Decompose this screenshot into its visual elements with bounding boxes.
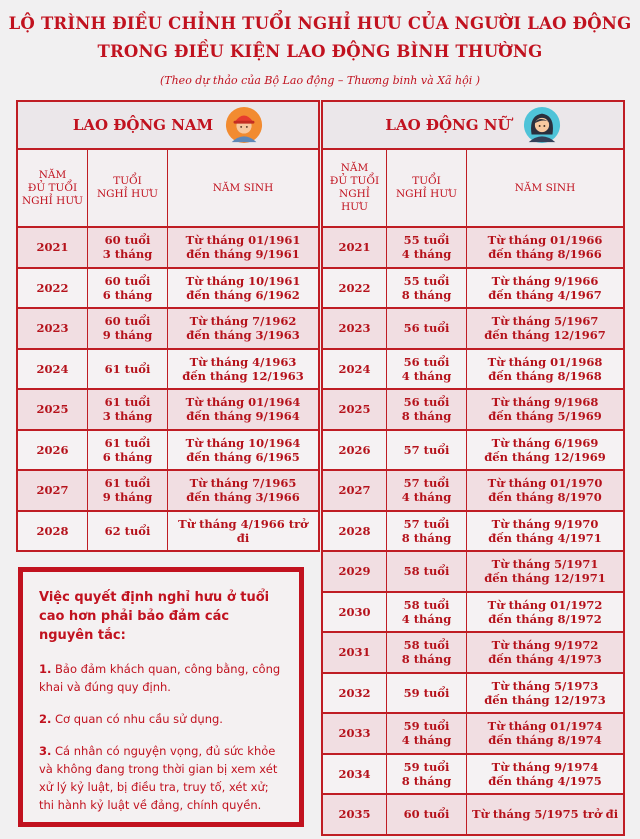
- col-header-birth: NĂM SINH: [212, 181, 274, 194]
- age-cell: 61 tuổi 9 tháng: [88, 471, 168, 510]
- table-row: [18, 228, 320, 269]
- birth-cell: Từ tháng 01/1964 đến tháng 9/1964: [168, 390, 318, 429]
- principle-number: 3.: [39, 744, 52, 758]
- birth-cell: Từ tháng 01/1970 đến tháng 8/1970: [467, 471, 623, 510]
- birth-cell: Từ tháng 4/1963 đến tháng 12/1963: [168, 350, 318, 389]
- age-cell: 59 tuổi 4 tháng: [387, 714, 467, 753]
- age-cell: 60 tuổi: [387, 795, 467, 834]
- age-cell: 59 tuổi 8 tháng: [387, 755, 467, 794]
- age-cell: 58 tuổi 4 tháng: [387, 593, 467, 632]
- year-cell: 2032: [323, 674, 387, 713]
- year-cell: 2023: [18, 309, 88, 348]
- age-cell: 60 tuổi 3 tháng: [88, 228, 168, 267]
- birth-cell: Từ tháng 9/1974 đến tháng 4/1975: [467, 755, 623, 794]
- year-cell: 2025: [18, 390, 88, 429]
- birth-cell: Từ tháng 10/1964 đến tháng 6/1965: [168, 431, 318, 470]
- table-row: [18, 512, 320, 553]
- principle-number: 1.: [39, 662, 52, 676]
- age-cell: 56 tuổi: [387, 309, 467, 348]
- table-row: [323, 431, 625, 472]
- principle-text: Cơ quan có nhu cầu sử dụng.: [51, 712, 223, 726]
- table-row: [323, 471, 625, 512]
- age-cell: 62 tuổi: [88, 512, 168, 551]
- birth-cell: Từ tháng 01/1972 đến tháng 8/1972: [467, 593, 623, 632]
- year-cell: 2027: [18, 471, 88, 510]
- age-cell: 55 tuổi 8 tháng: [387, 269, 467, 308]
- table-row: [323, 674, 625, 715]
- year-cell: 2028: [18, 512, 88, 551]
- birth-cell: Từ tháng 7/1965 đến tháng 3/1966: [168, 471, 318, 510]
- birth-cell: Từ tháng 01/1966 đến tháng 8/1966: [467, 228, 623, 267]
- birth-cell: Từ tháng 01/1968 đến tháng 8/1968: [467, 350, 623, 389]
- male-worker-avatar-icon: [225, 106, 263, 144]
- table-row: [18, 350, 320, 391]
- year-cell: 2024: [323, 350, 387, 389]
- age-cell: 58 tuổi 8 tháng: [387, 633, 467, 672]
- year-cell: 2024: [18, 350, 88, 389]
- col-header-year: NĂM ĐỦ TUỔI NGHỈ HƯU: [323, 150, 387, 226]
- age-cell: 61 tuổi 3 tháng: [88, 390, 168, 429]
- table-row: [323, 350, 625, 391]
- birth-cell: Từ tháng 9/1970 đến tháng 4/1971: [467, 512, 623, 551]
- table-row: [18, 309, 320, 350]
- male-panel-header: [16, 100, 320, 150]
- table-row: [323, 390, 625, 431]
- age-cell: 61 tuổi: [88, 350, 168, 389]
- age-cell: 57 tuổi: [387, 431, 467, 470]
- table-row: [323, 309, 625, 350]
- birth-cell: Từ tháng 9/1972 đến tháng 4/1973: [467, 633, 623, 672]
- birth-cell: Từ tháng 5/1971 đến tháng 12/1971: [467, 552, 623, 591]
- year-cell: 2022: [18, 269, 88, 308]
- table-row: [323, 593, 625, 634]
- principle-item: [39, 742, 283, 814]
- female-table-header: [323, 150, 625, 228]
- col-header-birth: NĂM SINH: [514, 181, 576, 194]
- year-cell: 2026: [18, 431, 88, 470]
- year-cell: 2021: [323, 228, 387, 267]
- year-cell: 2027: [323, 471, 387, 510]
- table-row: [323, 633, 625, 674]
- table-row: [18, 390, 320, 431]
- table-row: [323, 269, 625, 310]
- age-cell: 59 tuổi: [387, 674, 467, 713]
- birth-cell: Từ tháng 7/1962 đến tháng 3/1963: [168, 309, 318, 348]
- birth-cell: Từ tháng 9/1966 đến tháng 4/1967: [467, 269, 623, 308]
- principle-number: 2.: [39, 712, 52, 726]
- table-row: [323, 755, 625, 796]
- age-cell: 56 tuổi 8 tháng: [387, 390, 467, 429]
- year-cell: 2028: [323, 512, 387, 551]
- age-cell: 57 tuổi 8 tháng: [387, 512, 467, 551]
- table-row: [323, 228, 625, 269]
- principle-text: Cá nhân có nguyện vọng, đủ sức khỏe và không đang trong thời gian bị xem xét xử lý kỷ luật, bị điều tra, truy tố, xét xử; thi hành kỷ luật về đảng, chính quyền.: [39, 744, 278, 812]
- birth-cell: Từ tháng 01/1961 đến tháng 9/1961: [168, 228, 318, 267]
- birth-cell: Từ tháng 01/1974 đến tháng 8/1974: [467, 714, 623, 753]
- table-row: [323, 552, 625, 593]
- birth-cell: Từ tháng 6/1969 đến tháng 12/1969: [467, 431, 623, 470]
- page-title-line2: TRONG ĐIỀU KIỆN LAO ĐỘNG BÌNH THƯỜNG: [97, 42, 543, 61]
- page-title-line1: LỘ TRÌNH ĐIỀU CHỈNH TUỔI NGHỈ HƯU CỦA NGƯỜI LAO ĐỘNG: [8, 14, 632, 33]
- birth-cell: Từ tháng 5/1975 trở đi: [467, 795, 623, 834]
- age-cell: 55 tuổi 4 tháng: [387, 228, 467, 267]
- year-cell: 2022: [323, 269, 387, 308]
- year-cell: 2023: [323, 309, 387, 348]
- table-row: [18, 269, 320, 310]
- female-panel-label: LAO ĐỘNG NỮ: [385, 116, 511, 134]
- year-cell: 2026: [323, 431, 387, 470]
- female-worker-avatar-icon: [523, 106, 561, 144]
- female-panel-header: [321, 100, 625, 150]
- principle-text: Bảo đảm khách quan, công bằng, công khai và đúng quy định.: [39, 662, 281, 694]
- year-cell: 2025: [323, 390, 387, 429]
- year-cell: 2030: [323, 593, 387, 632]
- year-cell: 2031: [323, 633, 387, 672]
- age-cell: 56 tuổi 4 tháng: [387, 350, 467, 389]
- year-cell: 2035: [323, 795, 387, 834]
- age-cell: 60 tuổi 6 tháng: [88, 269, 168, 308]
- male-panel-label: LAO ĐỘNG NAM: [72, 116, 214, 134]
- birth-cell: Từ tháng 10/1961 đến tháng 6/1962: [168, 269, 318, 308]
- col-header-age: TUỔI NGHỈ HƯU: [387, 150, 467, 226]
- year-cell: 2033: [323, 714, 387, 753]
- table-row: [323, 795, 625, 836]
- birth-cell: Từ tháng 5/1967 đến tháng 12/1967: [467, 309, 623, 348]
- age-cell: 57 tuổi 4 tháng: [387, 471, 467, 510]
- age-cell: 61 tuổi 6 tháng: [88, 431, 168, 470]
- female-retirement-table: [321, 150, 625, 836]
- birth-cell: Từ tháng 9/1968 đến tháng 5/1969: [467, 390, 623, 429]
- birth-cell: Từ tháng 4/1966 trở đi: [168, 512, 318, 551]
- table-row: [18, 471, 320, 512]
- age-cell: 58 tuổi: [387, 552, 467, 591]
- year-cell: 2021: [18, 228, 88, 267]
- col-header-age: TUỔI NGHỈ HƯU: [88, 150, 168, 226]
- principles-box: [18, 567, 304, 827]
- col-header-year: NĂM ĐỦ TUỔI NGHỈ HƯU: [18, 150, 88, 226]
- year-cell: 2029: [323, 552, 387, 591]
- year-cell: 2034: [323, 755, 387, 794]
- table-row: [18, 431, 320, 472]
- principles-title: Việc quyết định nghỉ hưu ở tuổi cao hơn phải bảo đảm các nguyên tắc:: [39, 590, 270, 643]
- table-row: [323, 714, 625, 755]
- principle-item: [39, 710, 283, 728]
- birth-cell: Từ tháng 5/1973 đến tháng 12/1973: [467, 674, 623, 713]
- principle-item: [39, 660, 283, 696]
- page-subtitle: (Theo dự thảo của Bộ Lao động – Thương binh và Xã hội ): [159, 74, 481, 87]
- male-retirement-table: [16, 150, 320, 552]
- table-row: [323, 512, 625, 553]
- male-table-header: [18, 150, 320, 228]
- age-cell: 60 tuổi 9 tháng: [88, 309, 168, 348]
